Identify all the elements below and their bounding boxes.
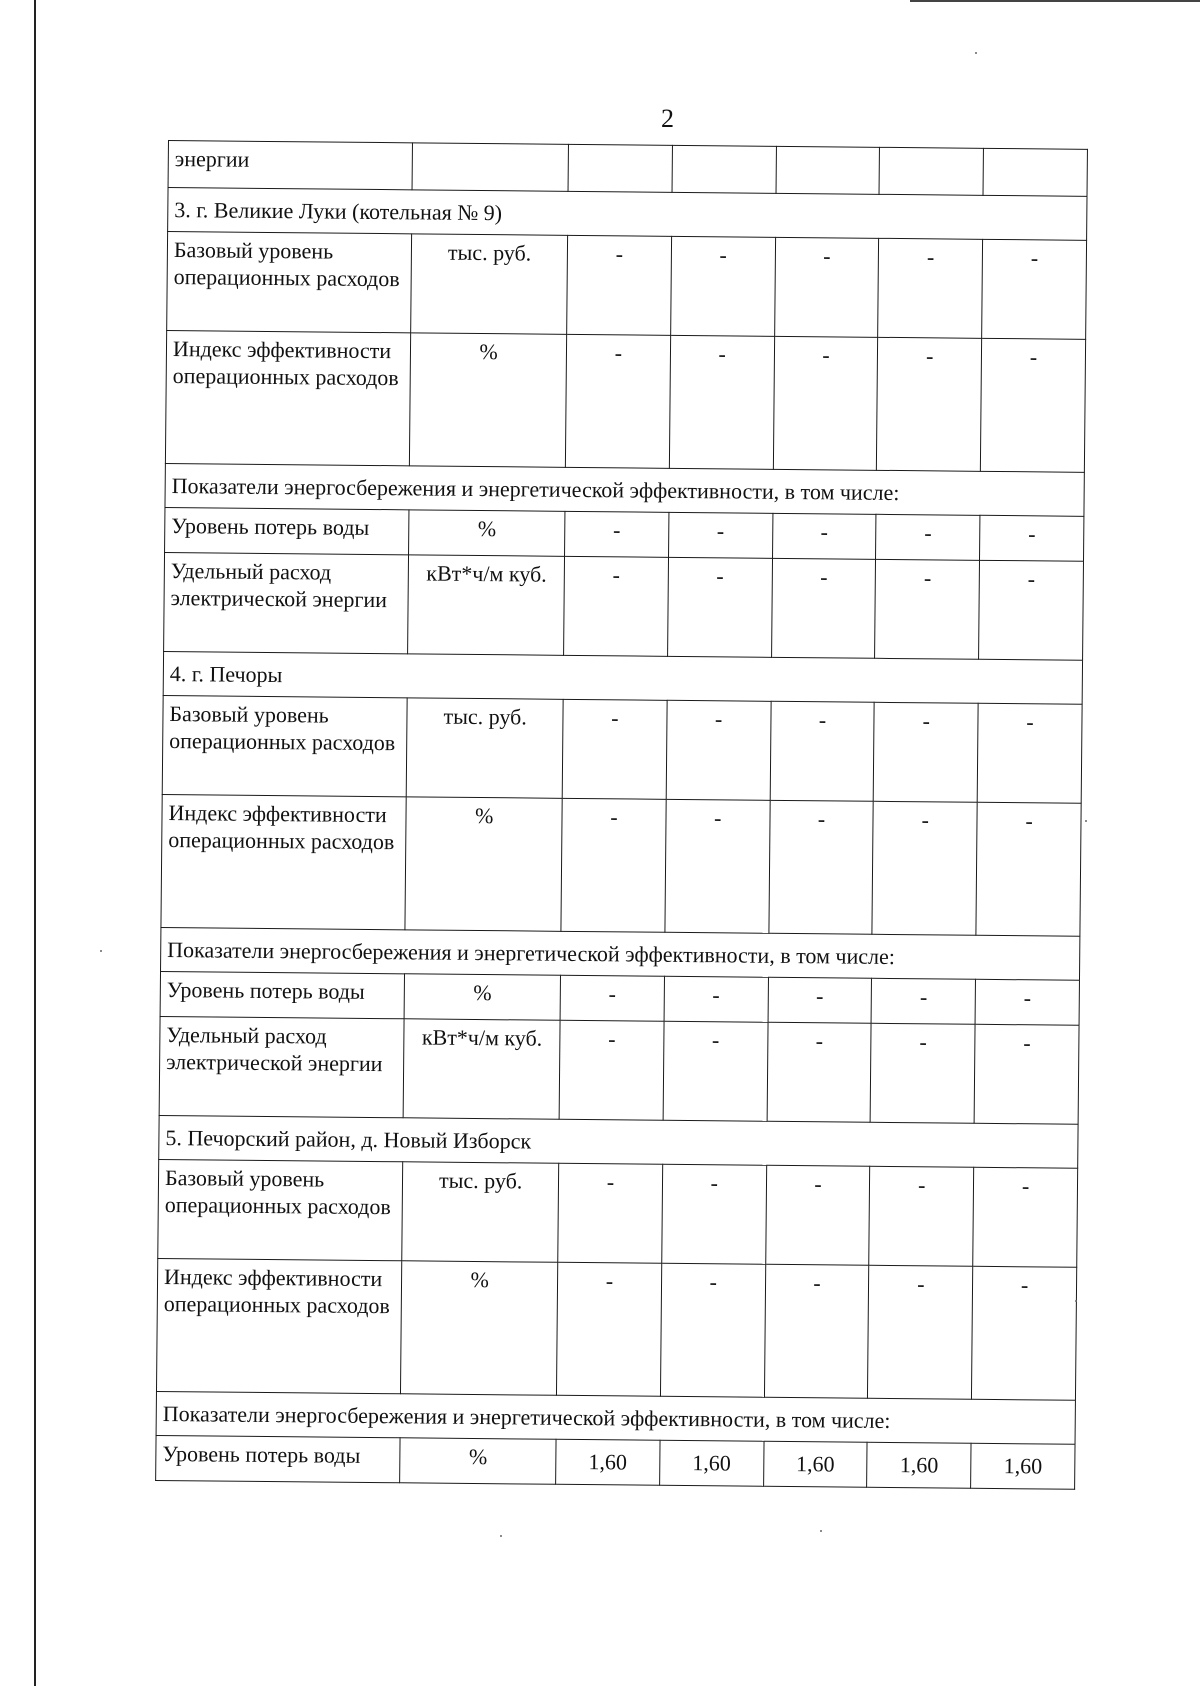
value-cell: - [565, 511, 669, 557]
value-cell: - [666, 700, 771, 800]
table-row [165, 330, 1085, 472]
value-cell: 1,60 [556, 1439, 660, 1485]
page-left-edge [34, 0, 36, 1686]
value-cell: - [556, 1262, 661, 1396]
table-row [167, 232, 1087, 340]
unit-cell: тыс. руб. [407, 698, 564, 798]
section-title: 3. г. Великие Луки (котельная № 9) [168, 188, 1087, 241]
value-cell: - [561, 798, 666, 932]
section-title: 4. г. Печоры [163, 651, 1082, 704]
value-cell: - [770, 701, 875, 801]
value-cell: - [877, 337, 982, 471]
value-cell: - [562, 699, 667, 799]
value-cell: - [874, 702, 979, 802]
indicator-label: Базовый уровень операционных расходов [162, 695, 407, 796]
unit-cell [412, 143, 568, 191]
value-cell [776, 146, 880, 194]
section-title: Показатели энергосбережения и энергетической эффективности, в том числе: [156, 1391, 1075, 1444]
table-row [159, 1016, 1079, 1124]
value-cell: - [773, 336, 878, 470]
value-cell: - [558, 1163, 663, 1263]
page-number: 2 [661, 104, 674, 133]
value-cell: - [660, 1263, 765, 1397]
value-cell: - [670, 236, 775, 336]
value-cell [672, 145, 776, 193]
indicator-label: Базовый уровень операционных расходов [158, 1159, 403, 1260]
unit-cell: кВт*ч/м куб. [408, 555, 565, 655]
value-cell: - [774, 237, 879, 337]
value-cell: - [765, 1165, 870, 1265]
page-top-edge [910, 0, 1200, 2]
unit-cell: % [405, 797, 562, 931]
indicator-label: энергии [168, 141, 413, 190]
value-cell: - [662, 1164, 767, 1264]
value-cell: - [665, 799, 770, 933]
value-cell: - [560, 975, 664, 1021]
section-title: 5. Печорский район, д. Новый Изборск [159, 1115, 1078, 1168]
value-cell: 1,60 [867, 1442, 971, 1488]
value-cell: - [667, 557, 772, 657]
value-cell: - [872, 801, 977, 935]
unit-cell: тыс. руб. [411, 234, 568, 334]
value-cell [983, 148, 1087, 196]
value-cell: - [772, 513, 876, 559]
section-title: Показатели энергосбережения и энергетической эффективности, в том числе: [161, 927, 1080, 980]
value-cell: - [980, 515, 1084, 561]
unit-cell: % [400, 1438, 556, 1484]
indicator-label: Уровень потерь воды [160, 971, 405, 1018]
unit-cell: кВт*ч/м куб. [403, 1019, 560, 1119]
indicator-label: Удельный расход электрической энергии [164, 552, 409, 653]
unit-cell: % [410, 333, 567, 467]
value-cell: - [876, 514, 980, 560]
value-cell: - [869, 1166, 974, 1266]
value-cell: - [663, 1021, 768, 1121]
value-cell: - [868, 1265, 973, 1399]
value-cell [879, 147, 983, 195]
unit-cell: тыс. руб. [402, 1162, 559, 1262]
value-cell: - [875, 559, 980, 659]
unit-cell: % [401, 1261, 558, 1395]
section-title: Показатели энергосбережения и энергетической эффективности, в том числе: [165, 463, 1084, 516]
value-cell: - [972, 1266, 1077, 1400]
value-cell: - [975, 979, 1079, 1025]
value-cell: 1,60 [659, 1440, 763, 1486]
unit-cell: % [404, 974, 560, 1020]
table-row [158, 1159, 1078, 1267]
indicators-table [155, 140, 1088, 1490]
value-cell: - [664, 976, 768, 1022]
table-row [161, 794, 1081, 936]
indicator-label: Уровень потерь воды [156, 1435, 401, 1482]
value-cell: - [982, 239, 1087, 339]
value-cell: - [981, 338, 1086, 472]
value-cell: - [878, 238, 983, 338]
value-cell: - [769, 800, 874, 934]
value-cell: - [567, 235, 672, 335]
indicator-label: Индекс эффективности операционных расходов [165, 330, 411, 465]
table-row [156, 1258, 1076, 1400]
value-cell: - [973, 1167, 1078, 1267]
indicator-label: Индекс эффективности операционных расходов [156, 1258, 402, 1393]
value-cell: - [764, 1264, 869, 1398]
value-cell: - [768, 977, 872, 1023]
value-cell: 1,60 [971, 1443, 1075, 1489]
value-cell: - [871, 978, 975, 1024]
unit-cell: % [409, 510, 565, 556]
value-cell: - [977, 703, 1082, 803]
value-cell: - [564, 556, 669, 656]
value-cell: - [974, 1024, 1079, 1124]
table-body [156, 141, 1088, 1490]
value-cell [568, 144, 672, 192]
value-cell: - [979, 560, 1084, 660]
value-cell: - [565, 334, 670, 468]
indicator-label: Уровень потерь воды [165, 507, 410, 554]
value-cell: - [559, 1020, 664, 1120]
indicator-label: Индекс эффективности операционных расходов [161, 794, 407, 929]
value-cell: - [668, 512, 772, 558]
value-cell: - [767, 1022, 872, 1122]
value-cell: - [976, 802, 1081, 936]
table-row [156, 1435, 1075, 1489]
table-row [164, 552, 1084, 660]
value-cell: - [771, 558, 876, 658]
indicator-label: Базовый уровень операционных расходов [167, 232, 412, 333]
table-row [162, 695, 1082, 803]
value-cell: - [669, 335, 774, 469]
value-cell: - [870, 1023, 975, 1123]
value-cell: 1,60 [763, 1441, 867, 1487]
indicator-label: Удельный расход электрической энергии [159, 1016, 404, 1117]
